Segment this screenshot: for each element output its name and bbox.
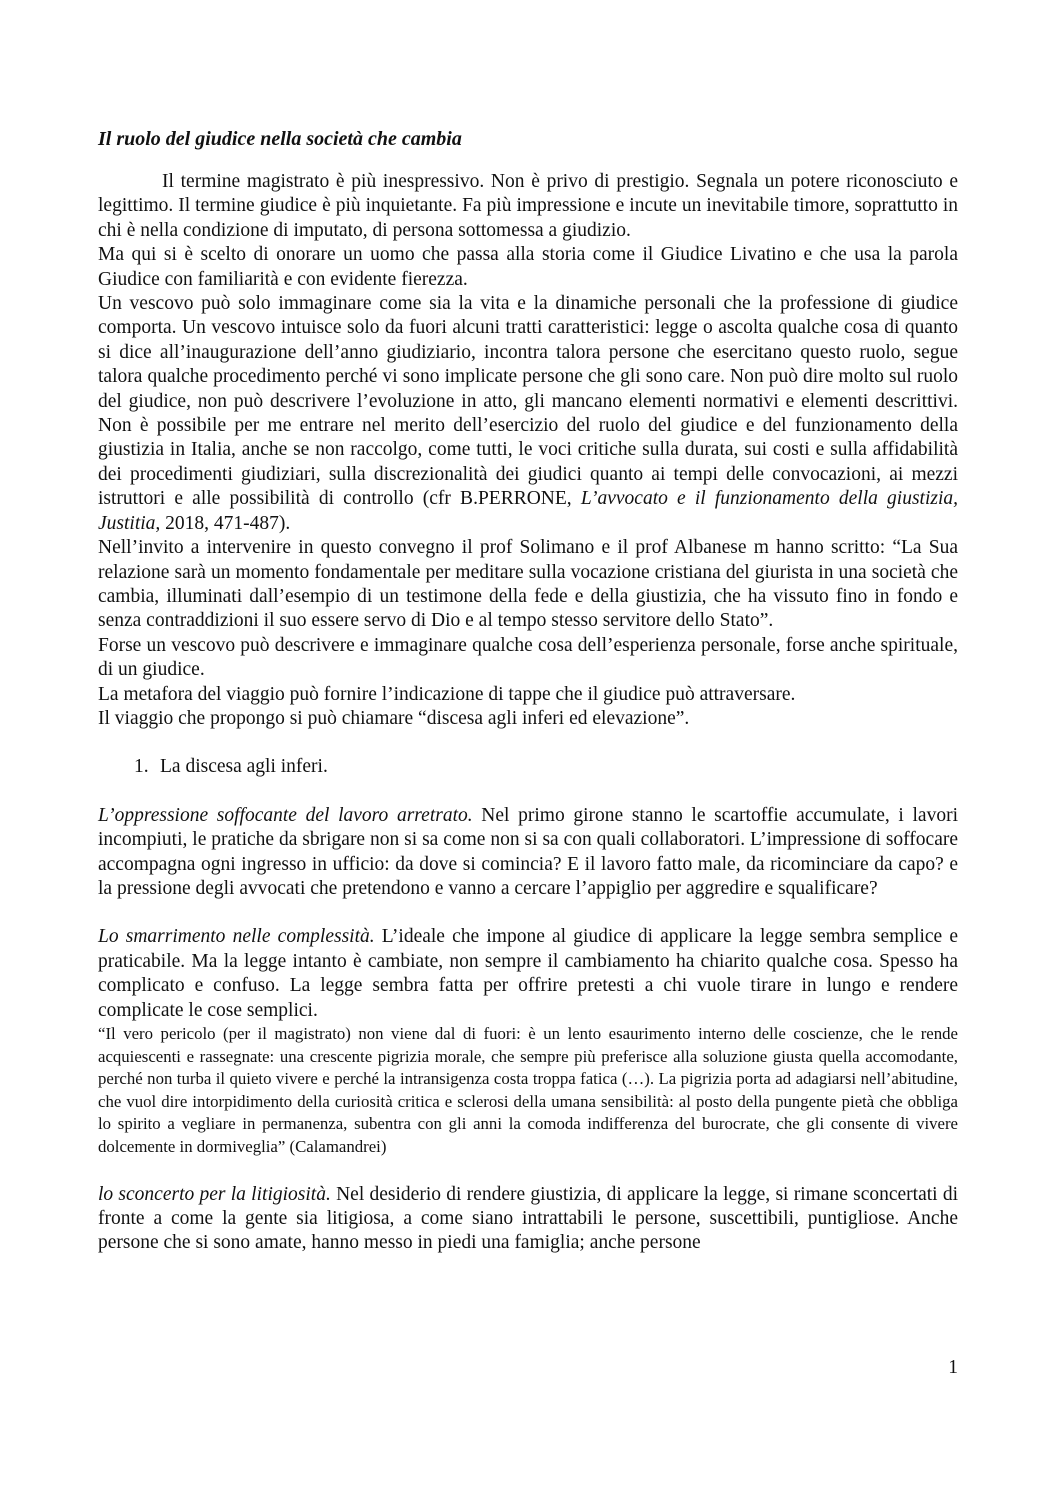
spacer [98,901,958,925]
document-page [98,126,958,1256]
page-number: 1 [948,1357,958,1378]
paragraph-3 [98,292,958,536]
citation-title: L’avvocato e il funzionamento della giustizia, Justitia, [98,488,959,534]
subsection-text: Nel desiderio di rendere giustizia, di applicare la legge, si rimane sconcertati di fronte a come la gente sia litigiosa, a come siano intrattabili le persone, suscettibili, puntigliose. Anche persone che si sono amate, hanno messo in piedi una famiglia; anche persone [98,1183,958,1254]
section-heading-1 [134,755,958,779]
section-title: La discesa agli inferi. [160,756,328,778]
paragraph-1: Il termine magistrato è più inespressivo. Non è privo di prestigio. Segnala un potere riconosciuto e legittimo. Il termine giudice è più inquietante. Fa più impressione e incute un inevitabile timore, soprattutto in chi è nella condizione di imputato, di persona sottomessa a giudizio. [98,171,958,241]
citation-year: 2018, 471-487). [165,512,291,534]
spacer [98,780,958,804]
document-title: Il ruolo del giudice nella società che cambia [98,128,462,150]
subsection-text: Nel primo girone stanno le scartoffie accumulate, i lavori incompiuti, le pratiche da sbrigare non si sa come non si sa con quali collaboratori. L’impressione di soffocare accompagna ogni ingresso in ufficio: da dove si comincia? E il lavoro fatto male, da ricominciare da capo? e la pressione degli avvocati che pretendono e vanno a cercare l’appiglio per aggredire e squalificare? [98,804,958,899]
subsection-arretrato [98,804,958,902]
subsection-lead: lo sconcerto per la litigiosità. [98,1183,331,1205]
spacer [98,731,958,755]
paragraph-7: Il viaggio che propongo si può chiamare “discesa agli inferi ed elevazione”. [98,707,690,729]
subsection-lead: Lo smarrimento nelle complessità. [98,926,375,948]
subsection-lead: L’oppressione soffocante del lavoro arretrato. [98,804,473,826]
paragraph-4: Nell’invito a intervenire in questo convegno il prof Solimano e il prof Albanese m hanno scritto: “La Sua relazione sarà un momento fondamentale per meditare sulla vocazione cristiana del giurista in una società che cambia, illuminati dall’esempio di un testimone della fede e della giustizia, che ha vissuto fino in fondo e senza contraddizioni il suo essere servo di Dio e al tempo stesso servitore dello Stato”. [98,537,958,632]
subsection-litigiosita [98,1183,958,1256]
section-number: 1. [134,756,149,778]
subsection-complessita [98,925,958,1023]
paragraph-6: La metafora del viaggio può fornire l’indicazione di tappe che il giudice può attraversare. [98,683,796,705]
subsection-text: L’ideale che impone al giudice di applicare la legge sembra semplice e praticabile. Ma la legge intanto è cambiate, non sempre il cambiamento ha chiarito qualche cosa. Spesso ha complicato e confuso. La legge sembra fatta per offrire pretesti a chi vuole tirare in lungo e rendere complicate le cose semplici. [98,926,959,1021]
paragraph-5: Forse un vescovo può descrivere e immaginare qualche cosa dell’esperienza personale, forse anche spirituale, di un giudice. [98,634,958,681]
calamandrei-quote: “Il vero pericolo (per il magistrato) non viene dal di fuori: è un lento esaurimento interno delle coscienze, che le rende acquiescenti e rassegnate: una crescente pigrizia morale, che sempre più preferisce alla soluzione giusta quella accomodante, perché non turba il quieto vivere e perché la intransigenza costa troppa fatica (…). La pigrizia porta ad adagiarsi nell’abitudine, che vuol dire intorpidimento della curiosità critica e sclerosi della umana sensibilità: al posto della pungente pietà che obbliga lo spirito a vegliare in permanenza, subentra con gli anni la comoda indifferenza del burocrate, che gli consente di vivere dolcemente in dormiveglia” (Calamandrei) [98,1024,958,1156]
paragraph-3-text: Un vescovo può solo immaginare come sia la vita e la dinamiche personali che la professione di giudice comporta. Un vescovo intuisce solo da fuori alcuni tratti caratteristici: legge o ascolta qualche cosa di quanto si dice all’inaugurazione dell’anno giudiziario, incontra talora persone che esercitano questo ruolo, segue talora qualche procedimento perché vi sono implicate persone che gli sono care. Non può dire molto sul ruolo del giudice, non può descrivere l’evoluzione in atto, gli mancano elementi normativi e elementi descrittivi. Non è possibile per me entrare nel merito dell’esercizio del ruolo del giudice e del funzionamento della giustizia in Italia, anche se non raccolgo, come tutti, le voci critiche sulla durata, sui costi e sulla affidabilità dei procedimenti giudiziari, sulla discrezionalità dei giudici quanto ai tempi delle convocazioni, ai mezzi istruttori e alle possibilità di controllo (cfr B.PERRONE, [98,293,958,510]
spacer [98,1159,958,1183]
paragraph-2: Ma qui si è scelto di onorare un uomo che passa alla storia come il Giudice Livatino e che usa la parola Giudice con familiarità e con evidente fierezza. [98,244,958,290]
